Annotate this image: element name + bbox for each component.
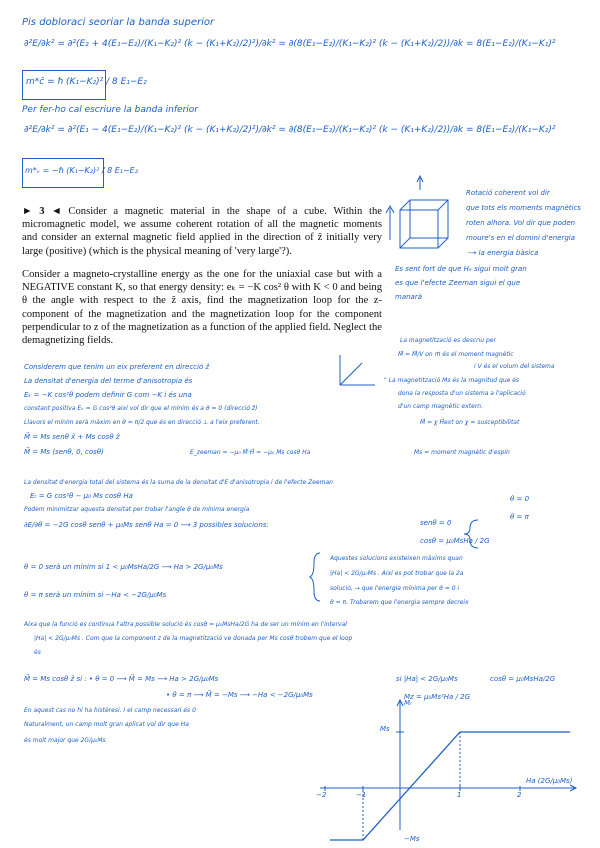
- note-d1: La densitat d'energia total del sistema és la suma de la densitat d'E d'anisotropia i de l'efecte Zeeman: [24, 479, 333, 486]
- note-h1: En aquest cas no hi ha histèresi. I el camp necessari és 0: [24, 707, 196, 714]
- note-e3: Aquestes solucions existeixen màxims quan: [330, 555, 463, 562]
- graph-tick-neg2: −2: [316, 791, 327, 799]
- graph-x-label: Ha (2G/μ₀Ms): [526, 777, 573, 785]
- note-d4: ∂E/∂θ = −2G cosθ senθ + μ₀Ms senθ Ha = 0 ⟶ 3 possibles solucions:: [24, 521, 269, 529]
- note-upper-band: Pis dobloraci seoriar la banda superior: [22, 17, 215, 28]
- note-e2: θ = π serà un mínim si −Ha < −2G/μ₀Ms: [24, 591, 167, 599]
- note-c7c: Ms = moment magnètic d'espín: [414, 449, 510, 456]
- note-f3: és: [34, 649, 41, 656]
- problem-paragraph-2: Consider a magneto-crystalline energy as the one for the uniaxial case but with a NEGATIVE constant K, so that energy density: eₖ = −K cos² θ with K < 0 and being θ the angle with respect to the ẑ axis, find the magnetization loop for the z-component of the magnetization and the magnetization loop for the component perpendicular to z of the magnetization as a function of the applied field. Neglect the demagnetizing fields.: [22, 269, 382, 347]
- note-r3: roten alhora. Vol dir que poden: [466, 219, 576, 227]
- note-lower-band: Per fer-ho cal escriure la banda inferior: [22, 105, 198, 115]
- note-g1: M⃗ = Ms cosθ ẑ si : • θ = 0 ⟶ M⃗ = Ms ⟶ Ha > 2G/μ₀Ms: [24, 675, 219, 683]
- note-c7b: E_zeeman = −μ₀ M⃗·H⃗ = −μ₀ Ms cosθ Ha: [190, 449, 311, 456]
- note-e4: |Ha| < 2G/μ₀Ms . Així es pot trobar que la 2a: [330, 570, 464, 577]
- note-m5: dona la resposta d'un sistema a l'aplicació: [398, 390, 526, 397]
- problem-number: ► 3 ◄: [22, 206, 62, 217]
- graph-ms-neg-label: −Ms: [404, 835, 420, 843]
- eq-lower-derivative: ∂²E/∂k² = ∂²(E₁ − 4(E₁−E₂)/(K₁−K₂)² (k − (K₁+K₂)/2)²)/∂k² = ∂(8(E₁−E₂)/(K₁−K₂)² (k − (K₁+K₂)/2))/∂k = 8(E₁−E₂)/(K₁−K₂)²: [24, 125, 556, 135]
- note-d3: Podem minimitzar aquesta densitat per trobar l'angle θ de mínima energia: [24, 506, 250, 513]
- note-d2: Eₜ = G cos²θ − μ₀ Ms cosθ Ha: [30, 492, 133, 500]
- note-f1: Aixa que la funció es continua l'altra possible solució és cosθ = μ₀MsHa/2G ha de ser un mínim en l'interval: [24, 621, 347, 628]
- note-m3: i V és el volum del sistema: [474, 363, 555, 370]
- note-g3: si |Ha| < 2G/μ₀Ms: [396, 675, 458, 683]
- note-e1: θ = 0 serà un mínim si 1 < μ₀MsHa/2G ⟶ Ha > 2G/μ₀Ms: [24, 563, 223, 571]
- note-g5: Mz = μ₀Ms²Ha / 2G: [404, 693, 471, 701]
- note-c1: Considerem que tenim un eix preferent en direcció ẑ: [24, 363, 210, 371]
- note-c5: Llavors el mínim serà màxim en θ = π/2 que és en direcció ⊥ a l'eix preferent.: [24, 419, 260, 426]
- graph-ms-label: Ms: [380, 725, 390, 733]
- note-c7: M⃗ = Ms (senθ, 0, cosθ): [24, 448, 104, 456]
- magnetization-loop: [330, 732, 573, 840]
- note-m6: d'un camp magnètic extern.: [398, 403, 484, 410]
- note-r4: moure's en el domini d'energia: [466, 234, 576, 242]
- note-f2: |Ha| < 2G/μ₀Ms . Com que la component z de la magnetització ve donada per Ms cosθ trobem que el loop: [34, 635, 353, 642]
- note-r7: es que l'efecte Zeeman sigui el que: [395, 279, 521, 287]
- note-h3: és molt major que 2G/μ₀Ms: [24, 737, 106, 744]
- note-d6: θ = 0: [510, 495, 530, 503]
- note-c6: M⃗ = Ms senθ x̂ + Ms cosθ ẑ: [24, 433, 120, 441]
- note-g2: • θ = π ⟶ M⃗ = −Ms ⟶ −Ha < −2G/μ₀Ms: [166, 691, 313, 699]
- note-r2: que tots els moments magnètics: [466, 204, 581, 212]
- note-r8: manarà: [395, 293, 423, 301]
- lower-effective-mass: m*ᵥ = −ℏ (K₁−K₂)² / 8 E₁−E₂: [25, 166, 138, 175]
- note-c3: Eₖ = −K cos²θ podem definir G com −K i és una: [24, 391, 192, 399]
- note-c4: constant positiva Eₖ = G cos²θ així vol dir que el mínim és a θ = 0 (direcció ẑ): [24, 405, 258, 412]
- note-r5: -→ la energia bàsica: [468, 249, 539, 257]
- note-m4: " La magnetització Ms és la magnitud que és: [384, 377, 520, 384]
- note-h2: Naturalment, un camp molt gran aplicat vol dir que Ha: [24, 721, 189, 728]
- note-m2: M⃗ = M⃗/V on m⃗ és el moment magnètic: [398, 351, 514, 358]
- note-m1: La magnetització es descriu per: [400, 337, 496, 344]
- note-c5b: M⃗ = χ H⃗ext on χ = susceptibilitat: [420, 419, 520, 426]
- note-c2: La densitat d'energia del terme d'anisotropia és: [24, 377, 193, 385]
- note-r1: Rotació coherent vol dir: [466, 189, 550, 197]
- note-e5: solució, → que l'energia mínima per θ = 0 i: [330, 585, 460, 592]
- graph-y-label: Mᵣ: [404, 699, 412, 707]
- note-d7: θ = π: [510, 513, 529, 521]
- note-d5: senθ = 0: [420, 519, 452, 527]
- note-r6: Es sent fort de que Hₑ sigui molt gran: [395, 265, 527, 273]
- problem-paragraph-1: Consider a magnetic material in the shape of a cube. Within the micromagnetic model, we assume coherent rotation of all the magnetic moments and consider an external magnetic field applied in the direction of ẑ initially very large (positive) (which is the physical meaning of 'very large'?).: [22, 206, 382, 257]
- graph-tick-2: 2: [517, 791, 522, 799]
- eq-upper-derivative: ∂²E/∂k² = ∂²(E₂ + 4(E₁−E₂)/(K₁−K₂)² (k − (K₁+K₂)/2)²)/∂k² = ∂(8(E₁−E₂)/(K₁−K₂)² (k − (K₁+K₂)/2))/∂k = 8(E₁−E₂)/(K₁−K₁)²: [24, 39, 556, 49]
- note-g4: cosθ = μ₀MsHa/2G: [490, 675, 556, 683]
- upper-effective-mass: m*ĉ = ℏ (K₁−K₂)² / 8 E₁−E₂: [26, 77, 147, 87]
- note-e6: θ = π. Trobarem que l'energia sempre decreix: [330, 599, 469, 606]
- graph-tick-1: 1: [457, 791, 462, 799]
- note-d8: cosθ = μ₀MsHa / 2G: [420, 537, 490, 545]
- graph-tick-neg1: −1: [356, 791, 367, 799]
